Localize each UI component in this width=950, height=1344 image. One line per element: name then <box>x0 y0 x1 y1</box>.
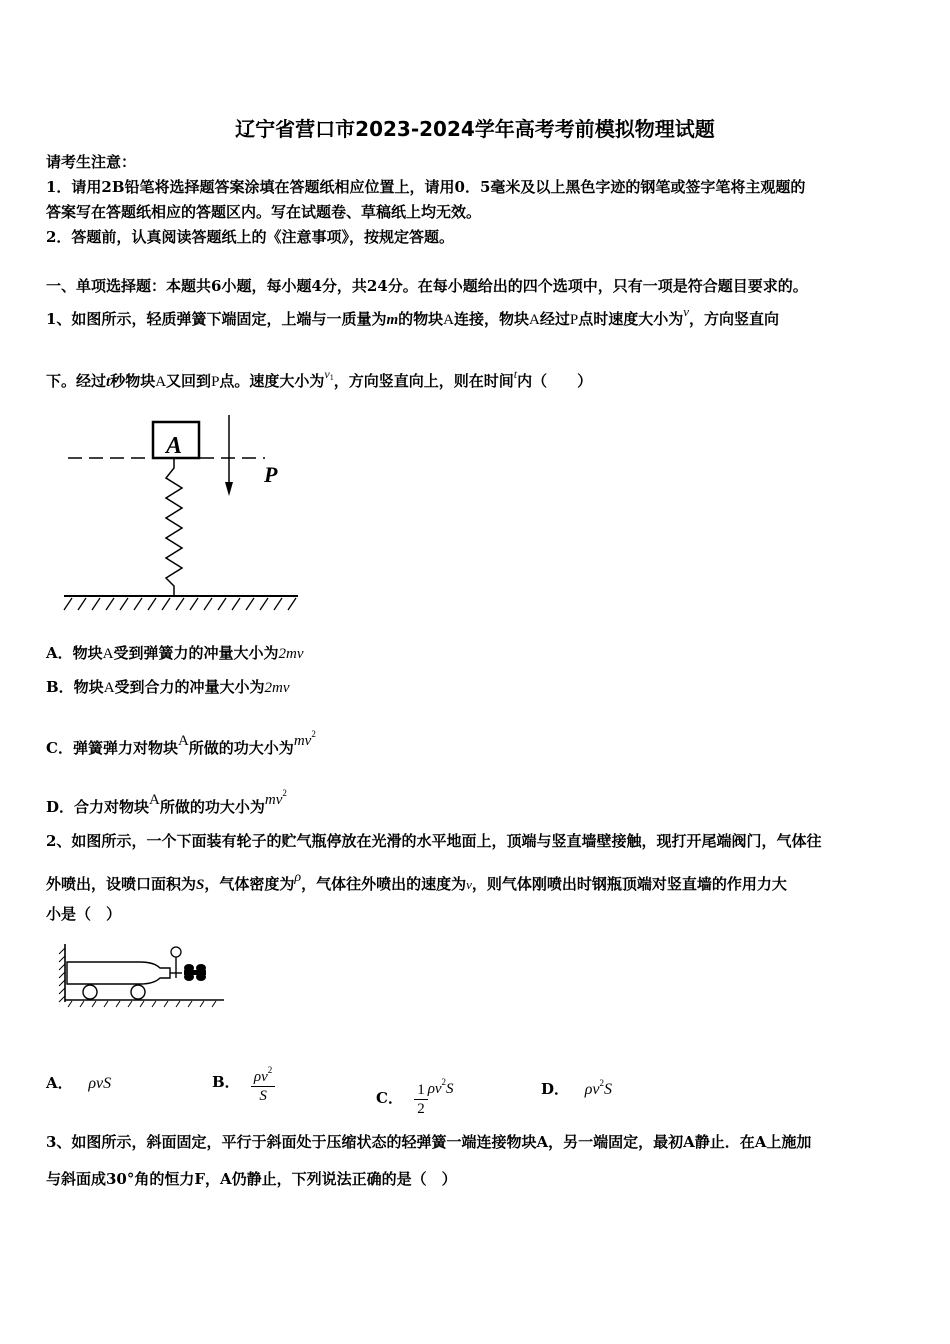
q3-stem-line-2: 与斜面成30°角的恒力F，A仍静止，下列说法正确的是（ ） <box>46 1170 457 1188</box>
notice-line-2: 答案写在答题纸相应的答题区内。写在试题卷、草稿纸上均无效。 <box>46 203 482 221</box>
cylinder-body <box>67 962 170 984</box>
q2-option-c[interactable]: C． $\frac{1}{2}$ $\rho v^2S$ <box>376 1077 454 1117</box>
q1-option-a[interactable]: A．物块A受到弹簧力的冲量大小为2mv <box>46 644 304 662</box>
q2-stem-line-1: 2、如图所示，一个下面装有轮子的贮气瓶停放在光滑的水平地面上，顶端与竖直墙壁接触，现打开尾端阀门，气体往 <box>46 832 822 850</box>
q2-option-a[interactable]: A． ρvS <box>46 1074 112 1092</box>
q1-option-b[interactable]: B．物块A受到合力的冲量大小为2mv <box>46 678 290 696</box>
q2-option-b[interactable]: B． $\frac{\rho v^2}{S}$ <box>212 1054 275 1110</box>
point-p-label: P <box>264 462 278 487</box>
q2-option-d[interactable]: D． $\rho v^2S$ <box>541 1078 612 1098</box>
block-a-label: A <box>166 433 183 459</box>
q1-stem-line-1: 1、如图所示，轻质弹簧下端固定，上端与一质量为m的物块A连接，物块A经过P点时速度大小为v，方向竖直向 <box>46 304 780 328</box>
q1-stem-line-2: 下。经过t秒物块A又回到P点。速度大小为$^{v1}$，方向竖直向上，则在时间$^t$内（ ） <box>46 367 593 390</box>
page-title: 辽宁省营口市2023-2024学年高考考前模拟物理试题 <box>235 117 715 141</box>
section-heading: 一、单项选择题：本题共6小题，每小题4分，共24分。在每小题给出的四个选项中，只有一项是符合题目要求的。 <box>46 277 808 295</box>
gas-jet <box>184 964 206 981</box>
q1-option-c[interactable]: C．弹簧弹力对物块A所做的功大小为$mv^2$ <box>46 729 316 757</box>
q2-stem-line-3: 小是（ ） <box>46 905 122 923</box>
notice-line-1: 1．请用2B铅笔将选择题答案涂填在答题纸相应位置上，请用0．5毫米及以上黑色字迹的钢笔或签字笔将主观题的 <box>46 178 806 196</box>
q3-stem-line-1: 3、如图所示，斜面固定，平行于斜面处于压缩状态的轻弹簧一端连接物块A，另一端固定，最初A静止．在A上施加 <box>46 1133 812 1151</box>
spring <box>166 458 182 596</box>
q2-stem-line-2: 外喷出，设喷口面积为S，气体密度为ρ，气体往外喷出的速度为v，则气体刚喷出时钢瓶顶端对竖直墙的作用力大 <box>46 870 787 893</box>
spring-block-figure <box>60 410 310 620</box>
notice-line-3: 2．答题前，认真阅读答题纸上的《注意事项》，按规定答题。 <box>46 228 454 246</box>
wheel <box>131 985 145 999</box>
q1-option-d[interactable]: D．合力对物块A所做的功大小为$mv^2$ <box>46 788 287 816</box>
notice-heading: 请考生注意： <box>46 153 137 171</box>
valve <box>171 947 181 957</box>
gas-cylinder-figure <box>58 940 228 1010</box>
wheel <box>83 985 97 999</box>
